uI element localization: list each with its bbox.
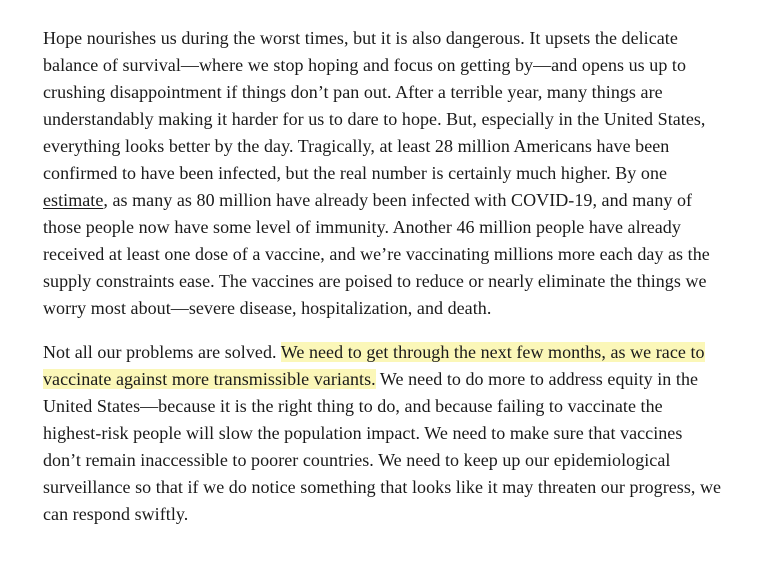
paragraph-problems [43,339,723,528]
estimate-link[interactable]: estimate [43,190,104,210]
paragraph-hope [43,25,723,322]
paragraph-problems-text-end: We need to do more to address equity in the United States—because it is the right thing to do, and because failing to vaccinate the highest-risk people will slow the population impact. We need to make sure that vaccines don’t remain inaccessible to poorer countries. We need to keep up our epidemiological surveillance so that if we do notice something that looks like it may threaten our progress, we can respond swiftly. [43,369,722,524]
highlighted-passage[interactable]: We need to get through the next few months, as we race to vaccinate against more transmissible variants. [43,342,705,389]
paragraph-hope-text-end: , as many as 80 million have already been infected with COVID-19, and many of those people now have some level of immunity. Another 46 million people have already received at least one dose of a vaccine, and we’re vaccinating millions more each day as the supply constraints ease. The vaccines are poised to reduce or nearly eliminate the things we worry most about—severe disease, hospitalization, and death. [43,190,710,318]
article-body [43,25,723,545]
paragraph-hope-text-start: Hope nourishes us during the worst times, but it is also dangerous. It upsets the delicate balance of survival—where we stop hoping and focus on getting by—and opens us up to crushing disappointment if things don’t pan out. After a terrible year, many things are understandably making it harder for us to dare to hope. But, especially in the United States, everything looks better by the day. Tragically, at least 28 million Americans have been confirmed to have been infected, but the real number is certainly much higher. By one [43,28,706,183]
paragraph-problems-text-start: Not all our problems are solved. [43,342,281,362]
